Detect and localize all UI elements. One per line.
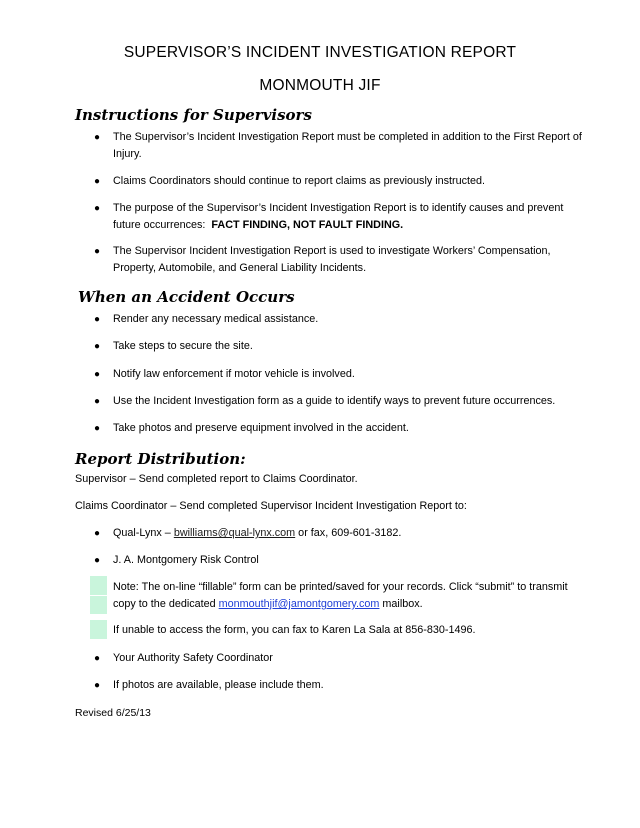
accident-item-4: Use the Incident Investigation form as a guide to identify ways to prevent future occurrences.	[113, 395, 556, 407]
accident-item-2: Take steps to secure the site.	[113, 340, 253, 352]
accident-item-3: Notify law enforcement if motor vehicle is involved.	[113, 368, 355, 380]
bullet: ●	[94, 246, 101, 257]
instructions-heading: Instructions for Supervisors	[75, 106, 312, 124]
report-subtitle: MONMOUTH JIF	[259, 77, 381, 94]
instructions-item-3	[113, 200, 583, 234]
fax-note: If unable to access the form, you can fax to Karen La Sala at 856-830-1496.	[113, 624, 476, 636]
accident-heading: When an Accident Occurs	[78, 288, 295, 306]
form-field-highlight[interactable]	[90, 596, 107, 614]
bullet: ●	[94, 132, 101, 143]
qual-lynx-email-link[interactable]: bwilliams@qual-lynx.com	[173, 527, 296, 539]
distribution-line-2: Claims Coordinator – Send completed Supervisor Incident Investigation Report to:	[75, 500, 467, 512]
distribution-line-1: Supervisor – Send completed report to Claims Coordinator.	[75, 473, 358, 485]
monmouth-email-link[interactable]: monmouthjif@jamontgomery.com	[218, 598, 380, 610]
instructions-item-2: Claims Coordinators should continue to report claims as previously instructed.	[113, 175, 486, 187]
bullet: ●	[94, 176, 101, 187]
report-title: SUPERVISOR’S INCIDENT INVESTIGATION REPORT	[123, 44, 517, 61]
instructions-item-1: The Supervisor’s Incident Investigation Report must be completed in addition to the First Report of Injury.	[113, 131, 582, 160]
bullet: ●	[94, 653, 101, 664]
fillable-note-text: Note: The on-line “fillable” form can be printed/saved for your records. Click “submit” to transmit copy to the dedicated	[113, 581, 568, 610]
bullet: ●	[94, 680, 101, 691]
form-field-highlight[interactable]	[90, 576, 107, 595]
revised-date: Revised 6/25/13	[75, 707, 151, 719]
bullet: ●	[94, 341, 101, 352]
accident-item-5: Take photos and preserve equipment involved in the accident.	[113, 422, 409, 434]
bullet: ●	[94, 314, 101, 325]
bullet: ●	[94, 203, 101, 214]
photos-item: If photos are available, please include them.	[113, 679, 324, 691]
qual-lynx-item	[113, 525, 583, 542]
accident-item-1: Render any necessary medical assistance.	[113, 313, 319, 325]
bullet: ●	[94, 528, 101, 539]
fact-finding-emphasis: FACT FINDING, NOT FAULT FINDING.	[211, 219, 404, 231]
form-field-highlight[interactable]	[90, 620, 107, 639]
instructions-item-4: The Supervisor Incident Investigation Report is used to investigate Workers’ Compensation, Property, Automobile, and General Liability Incidents.	[113, 245, 551, 274]
qual-lynx-fax: or fax, 609-601-3182.	[295, 527, 402, 539]
fillable-note	[113, 579, 583, 613]
montgomery-item: J. A. Montgomery Risk Control	[113, 554, 259, 566]
instructions-item-3-text: The purpose of the Supervisor’s Incident Investigation Report is to identify causes and prevent future occurrences:	[113, 202, 564, 231]
qual-lynx-label: Qual-Lynx –	[113, 527, 174, 539]
bullet: ●	[94, 423, 101, 434]
bullet: ●	[94, 396, 101, 407]
fillable-note-suffix: mailbox.	[379, 598, 423, 610]
bullet: ●	[94, 555, 101, 566]
bullet: ●	[94, 369, 101, 380]
safety-coordinator-item: Your Authority Safety Coordinator	[113, 652, 273, 664]
distribution-heading: Report Distribution:	[75, 450, 246, 468]
